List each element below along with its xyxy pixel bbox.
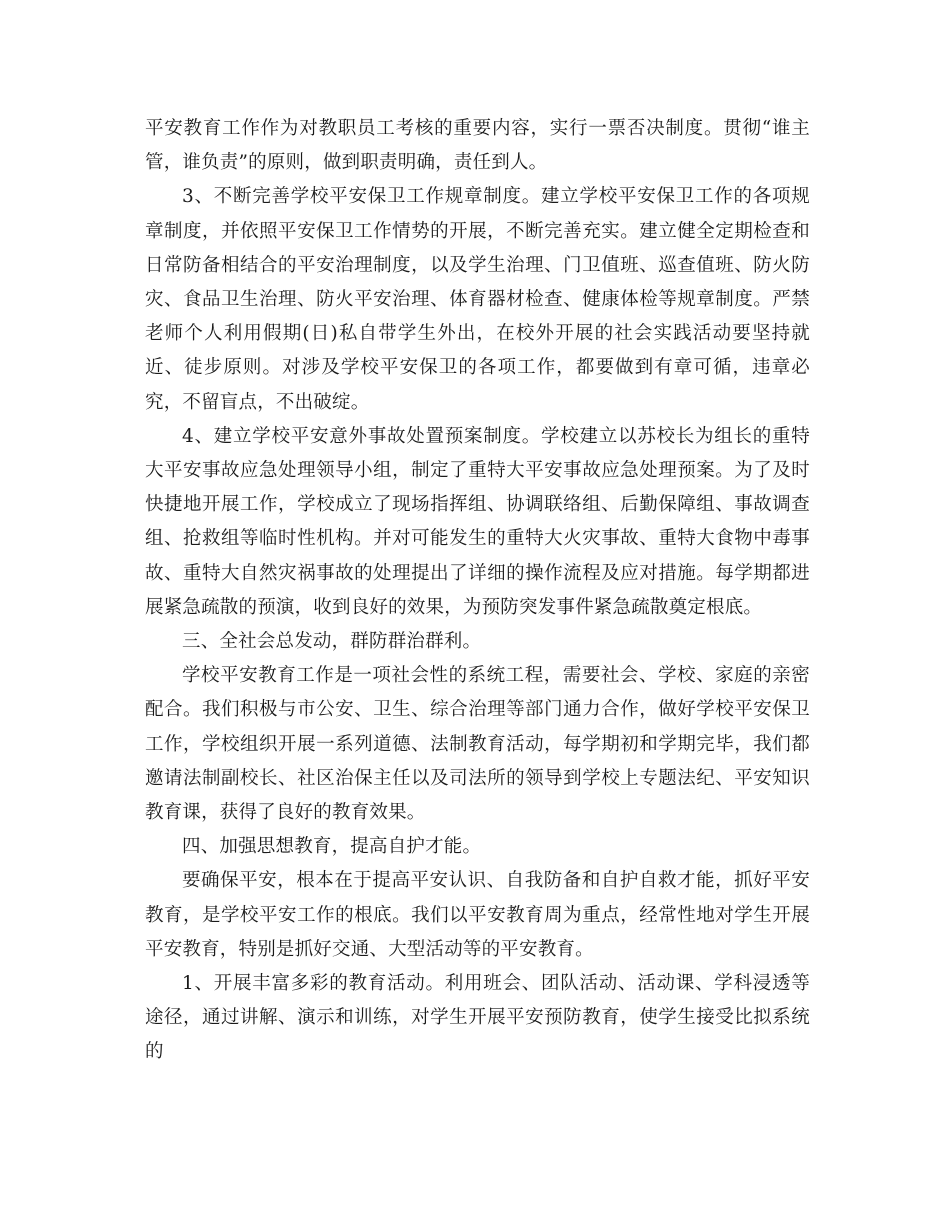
section-heading-education: 四、加强思想教育，提高自护才能。: [182, 836, 482, 858]
section-heading-society: 三、全社会总发动，群防群治群利。: [182, 631, 482, 653]
paragraph-continuation: 平安教育工作作为对教职员工考核的重要内容，实行一票否决制度。贯彻“谁主管，谁负责”的原则，做到职责明确，责任到人。: [145, 118, 810, 174]
document-body: [145, 112, 810, 1070]
paragraph-society: 学校平安教育工作是一项社会性的系统工程，需要社会、学校、家庭的亲密配合。我们积极与市公安、卫生、综合治理等部门通力合作，做好学校平安保卫工作，学校组织开展一系列道德、法制教育活动，每学期初和学期完毕，我们都邀请法制副校长、社区治保主任以及司法所的领导到学校上专题法纪、平安知识教育课，获得了良好的教育效果。: [145, 665, 810, 824]
paragraph-activities: 1、开展丰富多彩的教育活动。利用班会、团队活动、活动课、学科浸透等途径，通过讲解、演示和训练，对学生开展平安预防教育，使学生接受比拟系统的: [145, 973, 810, 1063]
paragraph-emergency-plan: 4、建立学校平安意外事故处置预案制度。学校建立以苏校长为组长的重特大平安事故应急处理领导小组，制定了重特大平安事故应急处理预案。为了及时快捷地开展工作，学校成立了现场指挥组、协调联络组、后勤保障组、事故调查组、抢救组等临时性机构。并对可能发生的重特大火灾事故、重特大食物中毒事故、重特大自然灾祸事故的处理提出了详细的操作流程及应对措施。每学期都进展紧急疏散的预演，收到良好的效果，为预防突发事件紧急疏散奠定根底。: [145, 425, 810, 618]
paragraph-regulations: 3、不断完善学校平安保卫工作规章制度。建立学校平安保卫工作的各项规章制度，并依照平安保卫工作情势的开展，不断完善充实。建立健全定期检查和日常防备相结合的平安治理制度，以及学生治理、门卫值班、巡查值班、防火防灾、食品卫生治理、防火平安治理、体育器材检查、健康体检等规章制度。严禁老师个人利用假期(日)私自带学生外出，在校外开展的社会实践活动要坚持就近、徒步原则。对涉及学校平安保卫的各项工作，都要做到有章可循，违章必究，不留盲点，不出破绽。: [145, 186, 810, 413]
paragraph-education: 要确保平安，根本在于提高平安认识、自我防备和自护自救才能，抓好平安教育，是学校平安工作的根底。我们以平安教育周为重点，经常性地对学生开展平安教育，特别是抓好交通、大型活动等的平安教育。: [145, 870, 810, 960]
